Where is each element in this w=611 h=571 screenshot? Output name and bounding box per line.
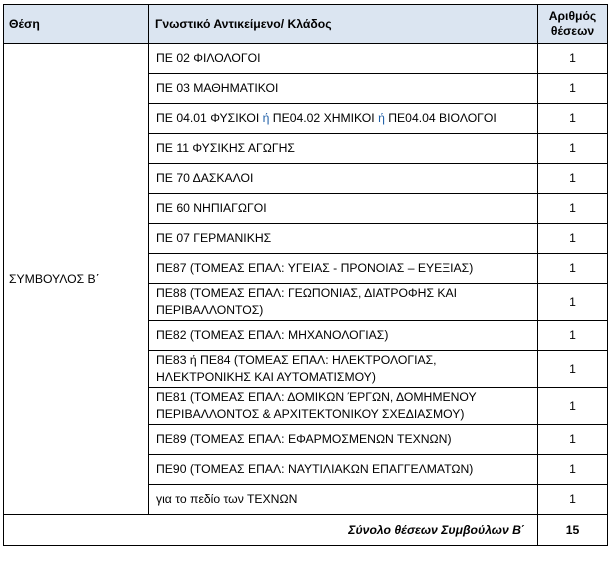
table-row (4, 44, 608, 74)
subject-line1: ΠΕ81 (ΤΟΜΕΑΣ ΕΠΑΛ: ΔΟΜΙΚΩΝ ΈΡΓΩΝ, ΔΟΜΗΜΕΝΟΥ (156, 390, 477, 404)
position-cell: ΣΥΜΒΟΥΛΟΣ Β΄ (4, 44, 149, 515)
subject-cell: ΠΕ 03 ΜΑΘΗΜΑΤΙΚΟΙ (149, 74, 538, 104)
count-cell: 1 (538, 74, 608, 104)
subject-cell: ΠΕ 70 ΔΑΣΚΑΛΟΙ (149, 164, 538, 194)
subject-cell: ΠΕ 02 ΦΙΛΟΛΟΓΟΙ (149, 44, 538, 74)
positions-table (3, 4, 608, 546)
count-cell: 1 (538, 284, 608, 321)
header-count (538, 5, 608, 44)
subject-line1: ΠΕ83 ή ΠΕ84 (ΤΟΜΕΑΣ ΕΠΑΛ: ΗΛΕΚΤΡΟΛΟΓΙΑΣ, (156, 353, 437, 367)
count-cell: 1 (538, 224, 608, 254)
subject-cell (149, 104, 538, 134)
count-cell: 1 (538, 485, 608, 515)
count-cell: 1 (538, 351, 608, 388)
count-cell: 1 (538, 455, 608, 485)
subject-conjunction: ή (378, 111, 385, 125)
subject-line2: ΠΕΡΙΒΑΛΛΟΝΤΟΣ) (156, 303, 264, 317)
header-count-line1: Αριθμός (548, 9, 597, 23)
count-cell: 1 (538, 425, 608, 455)
table-footer-row (4, 515, 608, 546)
subject-cell: ΠΕ 60 ΝΗΠΙΑΓΩΓΟΙ (149, 194, 538, 224)
subject-cell (149, 388, 538, 425)
footer-label: Σύνολο θέσεων Συμβούλων Β΄ (4, 515, 538, 546)
subject-part: ΠΕ04.04 ΒΙΟΛΟΓΟΙ (384, 111, 497, 125)
subject-cell: ΠΕ90 (ΤΟΜΕΑΣ ΕΠΑΛ: ΝΑΥΤΙΛΙΑΚΩΝ ΕΠΑΓΓΕΛΜΑΤΩΝ) (149, 455, 538, 485)
subject-line1: ΠΕ88 (ΤΟΜΕΑΣ ΕΠΑΛ: ΓΕΩΠΟΝΙΑΣ, ΔΙΑΤΡΟΦΗΣ ΚΑΙ (156, 286, 458, 300)
count-cell: 1 (538, 388, 608, 425)
header-position: Θέση (4, 5, 149, 44)
count-cell: 1 (538, 134, 608, 164)
count-cell: 1 (538, 254, 608, 284)
subject-conjunction: ή (262, 111, 270, 125)
count-cell: 1 (538, 321, 608, 351)
subject-cell (149, 351, 538, 388)
footer-total: 15 (538, 515, 608, 546)
count-cell: 1 (538, 104, 608, 134)
table-header-row (4, 5, 608, 44)
subject-line2: ΗΛΕΚΤΡΟΝΙΚΗΣ ΚΑΙ ΑΥΤΟΜΑΤΙΣΜΟΥ) (156, 370, 376, 384)
subject-cell (149, 284, 538, 321)
subject-part: ΠΕ04.02 ΧΗΜΙΚΟΙ (269, 111, 379, 125)
subject-cell: ΠΕ 11 ΦΥΣΙΚΗΣ ΑΓΩΓΗΣ (149, 134, 538, 164)
header-subject: Γνωστικό Αντικείμενο/ Κλάδος (149, 5, 538, 44)
count-cell: 1 (538, 164, 608, 194)
subject-cell: ΠΕ 07 ΓΕΡΜΑΝΙΚΗΣ (149, 224, 538, 254)
subject-cell: ΠΕ89 (ΤΟΜΕΑΣ ΕΠΑΛ: ΕΦΑΡΜΟΣΜΕΝΩΝ ΤΕΧΝΩΝ) (149, 425, 538, 455)
subject-line2: ΠΕΡΙΒΑΛΛΟΝΤΟΣ & ΑΡΧΙΤΕΚΤΟΝΙΚΟΥ ΣΧΕΔΙΑΣΜΟΥ) (156, 407, 465, 421)
count-cell: 1 (538, 44, 608, 74)
subject-cell: για το πεδίο των ΤΕΧΝΩΝ (149, 485, 538, 515)
subject-part: ΠΕ 04.01 ΦΥΣΙΚΟΙ (156, 111, 263, 125)
header-count-line2: θέσεων (550, 24, 595, 38)
subject-cell: ΠΕ87 (ΤΟΜΕΑΣ ΕΠΑΛ: ΥΓΕΙΑΣ - ΠΡΟΝΟΙΑΣ – ΕΥΕΞΙΑΣ) (149, 254, 538, 284)
count-cell: 1 (538, 194, 608, 224)
subject-cell: ΠΕ82 (ΤΟΜΕΑΣ ΕΠΑΛ: ΜΗΧΑΝΟΛΟΓΙΑΣ) (149, 321, 538, 351)
